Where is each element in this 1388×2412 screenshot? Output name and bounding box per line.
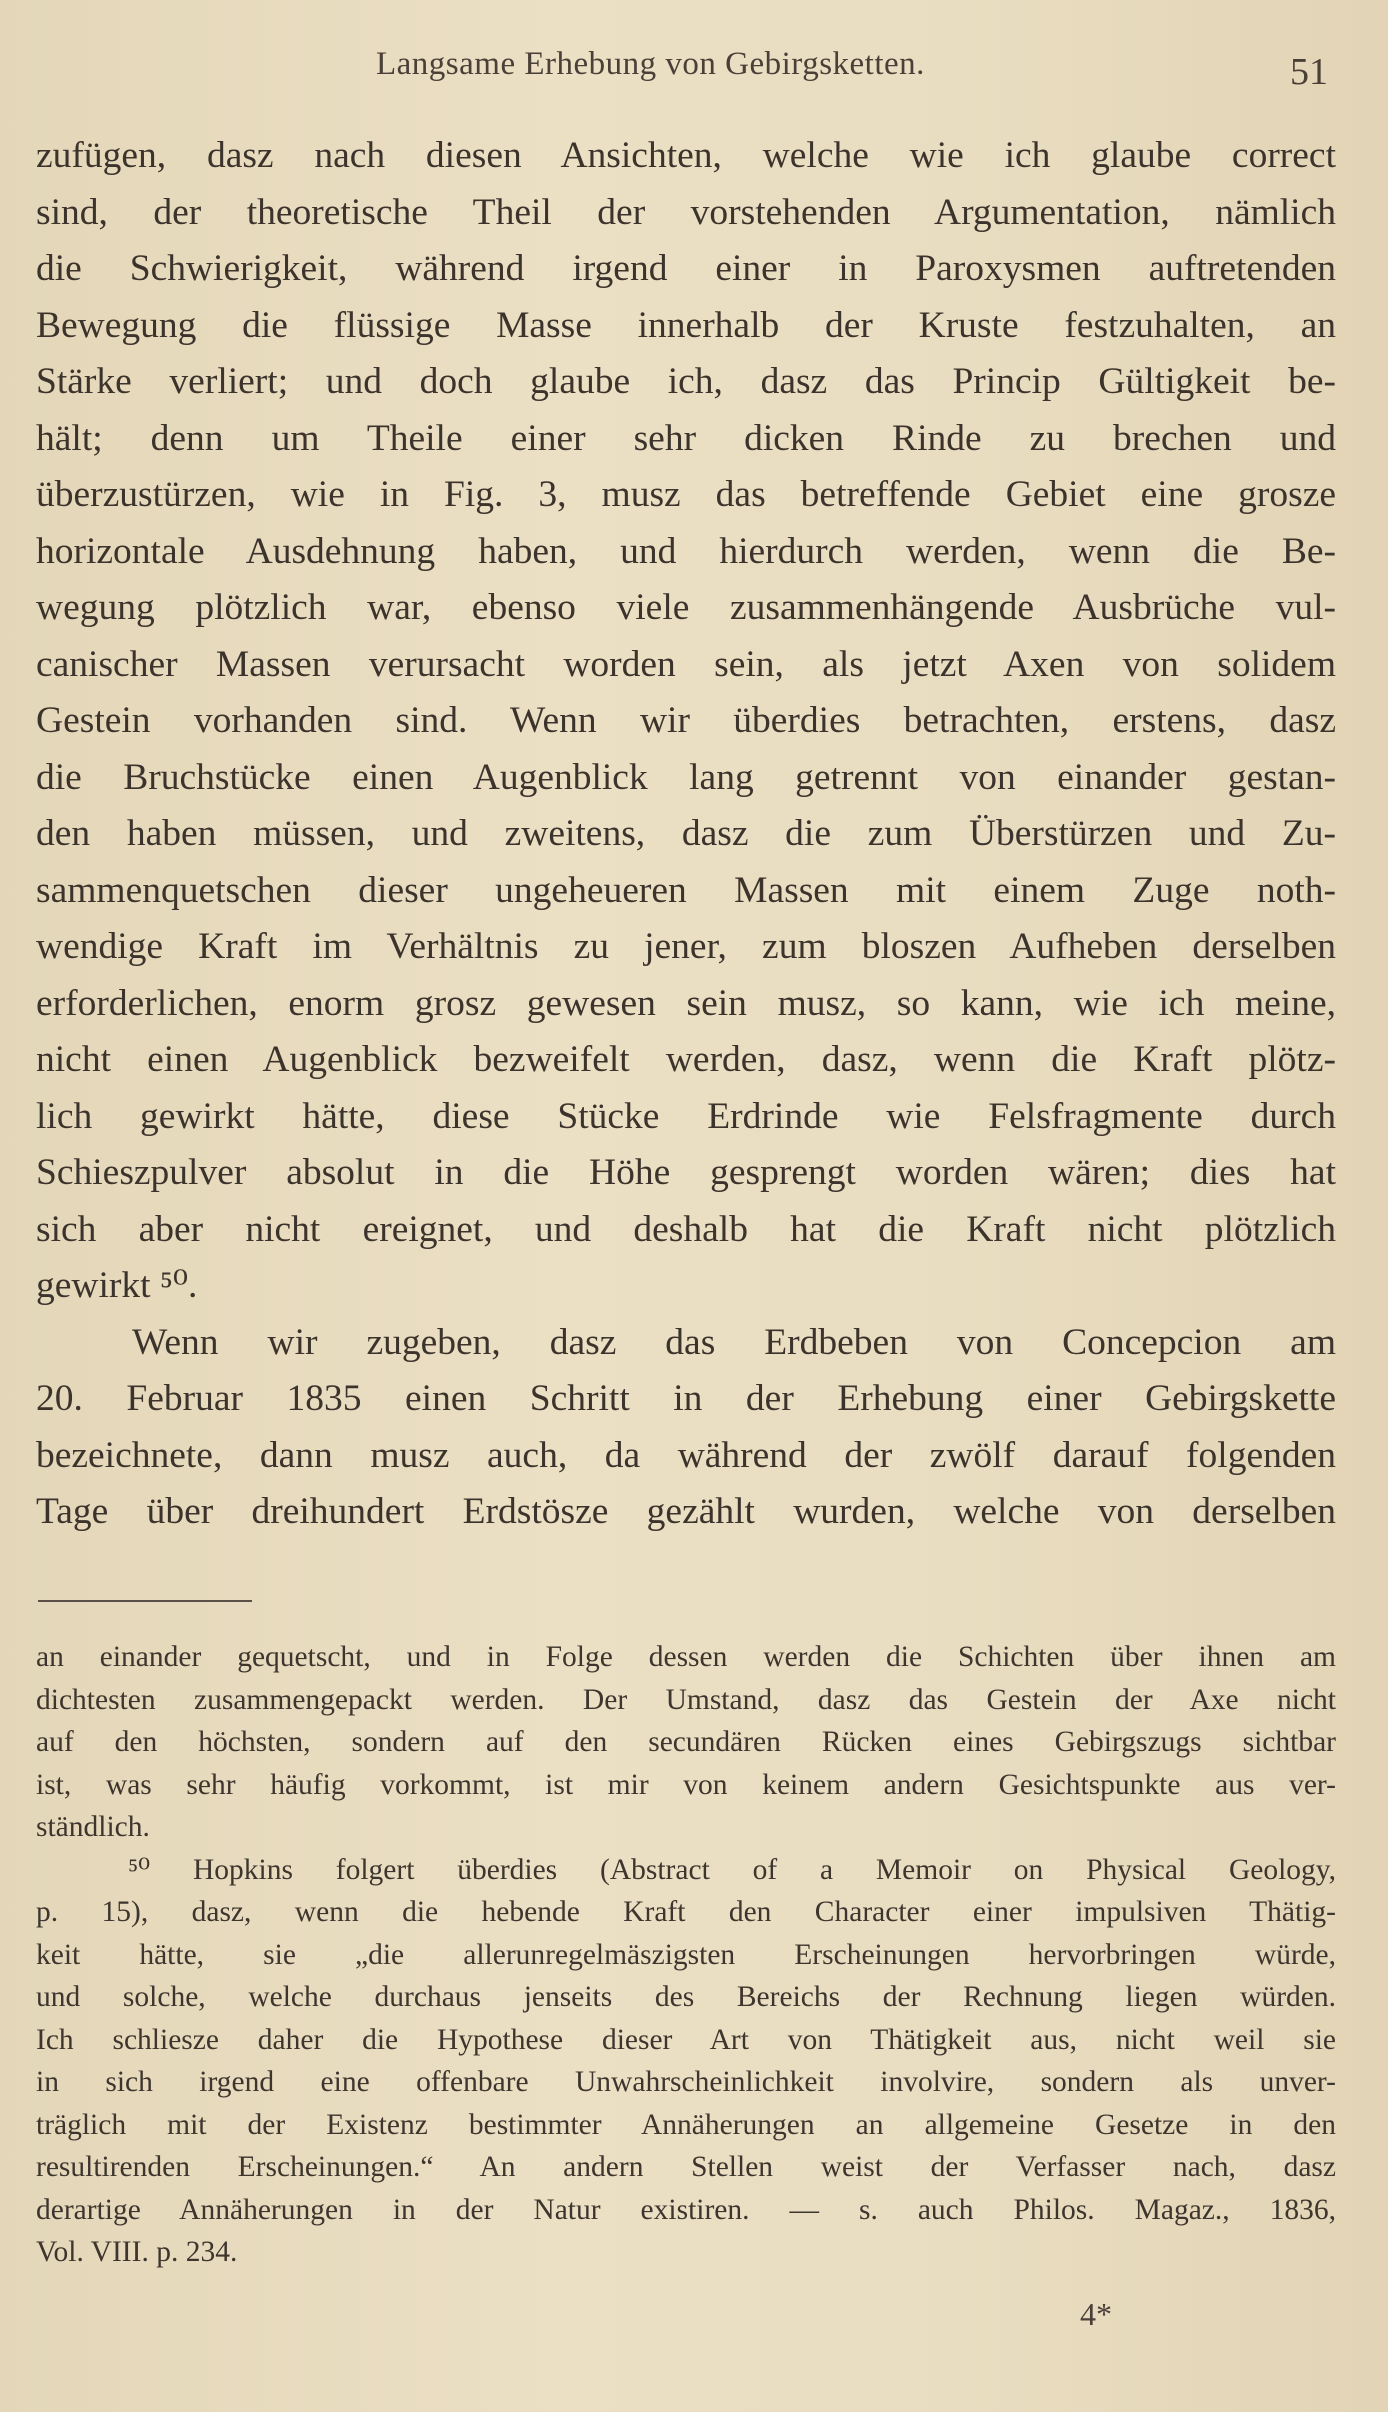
page-number: 51 [1290,51,1328,93]
text-line: gewirkt ⁵⁰. [36,1265,198,1306]
text-line: canischer Massen verursacht worden sein, als jetzt Axen von solidem [36,643,1336,685]
text-line: wendige Kraft im Verhältnis zu jener, zum bloszen Aufheben derselben [36,926,1336,967]
footnote-line: resultirenden Erscheinungen.“ An andern Stellen weist der Verfasser nach, dasz [36,2151,1336,2183]
running-head [0,46,1388,93]
text-line: Schieszpulver absolut in die Höhe gesprengt worden wären; dies hat [36,1152,1336,1193]
footnote-line: derartige Annäherungen in der Natur existiren. — s. auch Philos. Magaz., 1836, [36,2193,1336,2226]
footnote-line: dichtesten zusammengepackt werden. Der Umstand, dasz das Gestein der Axe nicht [36,1683,1336,1716]
text-line: bezeichnete, dann musz auch, da während der zwölf darauf folgenden [36,1434,1336,1476]
footnote-line: auf den höchsten, sondern auf den secundären Rücken eines Gebirgszugs sichtbar [36,1726,1336,1758]
footnote-line: Vol. VIII. p. 234. [36,2236,238,2268]
footnote-line: ständlich. [36,1811,150,1843]
text-line: lich gewirkt hätte, diese Stücke Erdrinde wie Felsfragmente durch [36,1095,1336,1137]
text-line: die Schwierigkeit, während irgend einer in Paroxysmen auftretenden [36,248,1336,289]
text-line: erforderlichen, enorm grosz gewesen sein musz, so kann, wie ich meine, [36,982,1336,1024]
text-line: Tage über dreihundert Erdstösze gezählt wurden, welche von derselben [36,1491,1336,1532]
paragraph-start-line: Wenn wir zugeben, dasz das Erdbeben von Concepcion am [132,1321,1336,1363]
text-line: zufügen, dasz nach diesen Ansichten, welche wie ich glaube correct [36,135,1336,176]
text-line: hält; denn um Theile einer sehr dicken Rinde zu brechen und [36,417,1336,459]
text-line: Bewegung die flüssige Masse innerhalb der Kruste festzuhalten, an [36,304,1336,346]
text-line: wegung plötzlich war, ebenso viele zusammenhängende Ausbrüche vul- [36,587,1336,628]
footnote-separator [38,1600,252,1602]
footnote-50-start: ⁵⁰ Hopkins folgert überdies (Abstract of a Memoir on Physical Geology, [128,1853,1336,1886]
text-line: 20. Februar 1835 einen Schritt in der Erhebung einer Gebirgskette [36,1378,1336,1419]
running-head-title: Langsame Erhebung von Gebirgsketten. [376,46,925,82]
text-line: sind, der theoretische Theil der vorstehenden Argumentation, nämlich [36,191,1336,233]
text-line: nicht einen Augenblick bezweifelt werden, dasz, wenn die Kraft plötz- [36,1039,1336,1080]
text-line: sich aber nicht ereignet, und deshalb hat die Kraft nicht plötzlich [36,1208,1336,1250]
footnote-line: träglich mit der Existenz bestimmter Annäherungen an allgemeine Gesetze in den [36,2108,1336,2141]
text-line: die Bruchstücke einen Augenblick lang getrennt von einander gestan- [36,756,1336,798]
signature-mark: 4* [1080,2296,1112,2332]
footnote-line: p. 15), dasz, wenn die hebende Kraft den Character einer impulsiven Thätig- [36,1896,1336,1928]
footnote-line: in sich irgend eine offenbare Unwahrscheinlichkeit involvire, sondern als unver- [36,2066,1336,2098]
text-line: überzustürzen, wie in Fig. 3, musz das betreffende Gebiet eine grosze [36,474,1336,515]
text-line: Gestein vorhanden sind. Wenn wir überdies betrachten, erstens, dasz [36,700,1336,741]
footnote-line: und solche, welche durchaus jenseits des Bereichs der Rechnung liegen würden. [36,1981,1336,2013]
footnote-line: ist, was sehr häufig vorkommt, ist mir von keinem andern Gesichtspunkte aus ver- [36,1768,1336,1801]
text-line: horizontale Ausdehnung haben, und hierdurch werden, wenn die Be- [36,530,1336,572]
text-line: sammenquetschen dieser ungeheueren Massen mit einem Zuge noth- [36,869,1336,911]
text-line: den haben müssen, und zweitens, dasz die zum Überstürzen und Zu- [36,813,1336,854]
footnote-line: an einander gequetscht, und in Folge dessen werden die Schichten über ihnen am [36,1641,1336,1673]
footnote-line: keit hätte, sie „die allerunregelmäszigsten Erscheinungen hervorbringen würde, [36,1938,1336,1971]
text-line: Stärke verliert; und doch glaube ich, dasz das Princip Gültigkeit be- [36,361,1336,402]
footnote-line: Ich schliesze daher die Hypothese dieser Art von Thätigkeit aus, nicht weil sie [36,2023,1336,2056]
